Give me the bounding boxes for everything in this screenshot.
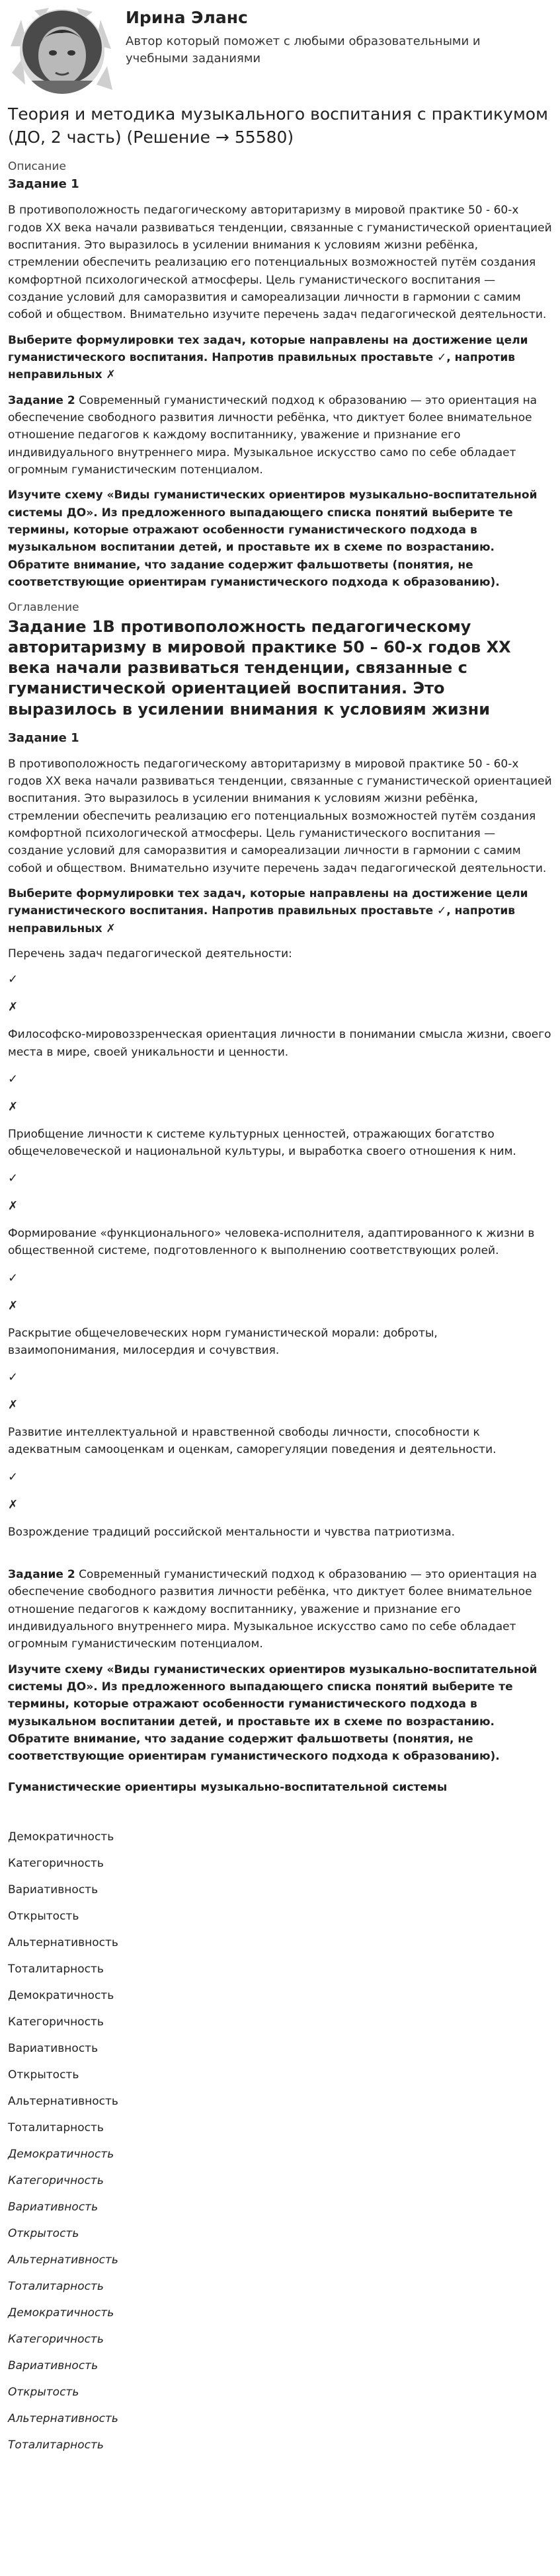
toc-label: Оглавление xyxy=(8,601,79,615)
task-item: Приобщение личности к системе культурных ценностей, отражающих богатство общечеловеческой и национальной культуры, и выработка своего отношения к ним. xyxy=(8,1127,516,1158)
page-title: Теория и методика музыкального воспитания с практикумом (ДО, 2 часть) (Решение → 55580) xyxy=(8,104,548,147)
cross-mark: ✗ xyxy=(8,1298,19,1313)
author-description: Автор который поможет с любыми образовательными и учебными заданиями xyxy=(126,34,481,66)
cross-mark: ✗ xyxy=(8,1099,19,1114)
orientation-item-italic: Открытость xyxy=(8,2386,79,2399)
toc-heading: Задание 1В противоположность педагогическому авторитаризму в мировой практике 50 – 60-х годов XX века начали развиваться тенденции, связанные с гуманистической ориентацией воспитания. Это выразилось в усилении внимания к условиям жизни xyxy=(8,617,511,719)
task2-paragraph-2 xyxy=(8,1566,552,1653)
orientation-item-italic: Тоталитарность xyxy=(8,2439,104,2452)
author-info xyxy=(126,7,496,67)
orientation-item: Демократичность xyxy=(8,1989,114,2002)
cross-mark: ✗ xyxy=(8,1398,19,1413)
check-mark: ✓ xyxy=(8,1171,19,1186)
orientations-title: Гуманистические ориентиры музыкально-воспитательной системы xyxy=(8,1780,448,1794)
task1-heading-2: Задание 1 xyxy=(8,730,79,745)
tasks-list xyxy=(8,970,552,1540)
orientation-item-italic: Вариативность xyxy=(8,2359,99,2372)
orientation-item-italic: Демократичность xyxy=(8,2148,114,2161)
orientation-item: Вариативность xyxy=(8,1883,99,1896)
task-item: Формирование «функционального» человека-исполнителя, адаптированного к жизни в общественной системе, подготовленного к выполнению соответствующих ролей. xyxy=(8,1227,535,1258)
author-avatar[interactable] xyxy=(8,7,114,98)
orientation-item-italic: Категоричность xyxy=(8,2174,104,2187)
task2-text: Современный гуманистический подход к образованию — это ориентация на обеспечение свободного развития личности ребёнка, что диктует более внимательное отношение педагогов к каждому воспитаннику, уважение и признание его индивидуального внутреннего мира. Музыкальное искусство само по себе обладает огромным гуманистическим потенциалом. xyxy=(8,393,538,477)
orientation-item-italic: Альтернативность xyxy=(8,2412,118,2425)
task2-label: Задание 2 xyxy=(8,393,75,407)
task1-text-2: В противоположность педагогическому авторитаризму в мировой практике 50 - 60-х годов XX века начали развиваться тенденции, связанные с гуманистической ориентацией воспитания. Это выразилось в усилении внимания к условиям жизни ребёнка, стремлении обеспечить реализацию его потенциальных возможностей путём создания комфортной психологической атмосферы. Цель гуманистического воспитания — создание условий для саморазвития и самореализации личности в гармонии с самим собой и обществом. Внимательно изучите перечень задач педагогической деятельности. xyxy=(8,757,552,875)
orientation-item-italic: Вариативность xyxy=(8,2201,99,2214)
task1-instruction: Выберите формулировки тех задач, которые направлены на достижение цели гуманистического воспитания. Напротив правильных проставьте ✓, напротив неправильных ✗ xyxy=(8,333,528,382)
check-mark: ✓ xyxy=(8,972,19,987)
orientation-item: Открытость xyxy=(8,2068,79,2082)
orientation-item-italic: Тоталитарность xyxy=(8,2280,104,2293)
cross-mark: ✗ xyxy=(8,1497,19,1512)
author-block xyxy=(8,7,552,102)
task1-text: В противоположность педагогическому авторитаризму в мировой практике 50 - 60-х годов XX века начали развиваться тенденции, связанные с гуманистической ориентацией воспитания. Это выразилось в усилении внимания к условиям жизни ребёнка, стремлении обеспечить реализацию его потенциальных возможностей путём создания комфортной психологической атмосферы. Цель гуманистического воспитания — создание условий для саморазвития и самореализации личности в гармонии с самим собой и обществом. Внимательно изучите перечень задач педагогической деятельности. xyxy=(8,204,552,322)
check-mark: ✓ xyxy=(8,1370,19,1385)
orientation-item: Демократичность xyxy=(8,1830,114,1844)
check-mark: ✓ xyxy=(8,1072,19,1086)
orientation-item-italic: Альтернативность xyxy=(8,2253,118,2267)
orientation-item: Тоталитарность xyxy=(8,2121,104,2134)
check-mark: ✓ xyxy=(8,1270,19,1285)
orientation-item: Открытость xyxy=(8,1910,79,1923)
author-name[interactable]: Ирина Эланс xyxy=(126,8,248,27)
orientation-item: Альтернативность xyxy=(8,1936,118,1949)
task2-label-2: Задание 2 xyxy=(8,1567,75,1581)
task2-instruction: Изучите схему «Виды гуманистических ориентиров музыкально-воспитательной системы ДО». Из предложенного выпадающего списка понятий выберите те термины, которые отражают особенности гуманистического подхода в музыкальном воспитании детей, и проставьте их в схеме по возрастанию. Обратите внимание, что задание содержит фальшответы (понятия, не соответствующие ориентирам гуманистического подхода к образованию). xyxy=(8,488,538,590)
orientation-item-italic: Категоричность xyxy=(8,2333,104,2346)
task2-paragraph xyxy=(8,392,552,479)
orientation-item: Категоричность xyxy=(8,2015,104,2029)
orientation-item: Категоричность xyxy=(8,1857,104,1870)
orientation-item: Тоталитарность xyxy=(8,1963,104,1976)
orientation-item-italic: Открытость xyxy=(8,2227,79,2240)
orientation-item: Вариативность xyxy=(8,2042,99,2055)
avatar-image xyxy=(8,7,114,98)
task2-text-2: Современный гуманистический подход к образованию — это ориентация на обеспечение свободного развития личности ребёнка, что диктует более внимательное отношение педагогов к каждому воспитаннику, уважение и признание его индивидуального внутреннего мира. Музыкальное искусство само по себе обладает огромным гуманистическим потенциалом. xyxy=(8,1567,538,1651)
orientation-item: Альтернативность xyxy=(8,2095,118,2108)
cross-mark: ✗ xyxy=(8,1000,19,1015)
orientation-item-italic: Демократичность xyxy=(8,2306,114,2320)
task-item: Развитие интеллектуальной и нравственной свободы личности, способности к адекватным самооценкам и оценкам, саморегуляции поведения и деятельности. xyxy=(8,1426,497,1457)
description-label: Описание xyxy=(8,160,66,173)
task1-instruction-2: Выберите формулировки тех задач, которые направлены на достижение цели гуманистического воспитания. Напротив правильных проставьте ✓, напротив неправильных ✗ xyxy=(8,887,528,935)
orientations-list xyxy=(8,1824,552,2458)
task2-instruction-2: Изучите схему «Виды гуманистических ориентиров музыкально-воспитательной системы ДО». Из предложенного выпадающего списка понятий выберите те термины, которые отражают особенности гуманистического подхода в музыкальном воспитании детей, и проставьте их в схеме по возрастанию. Обратите внимание, что задание содержит фальшответы (понятия, не соответствующие ориентирам гуманистического подхода к образованию). xyxy=(8,1662,538,1764)
cross-mark: ✗ xyxy=(8,1199,19,1214)
task-item: Раскрытие общечеловеческих норм гуманистической морали: доброты, взаимопонимания, милосердия и сочувствия. xyxy=(8,1326,438,1357)
task1-heading: Задание 1 xyxy=(8,177,79,192)
check-mark: ✓ xyxy=(8,1469,19,1484)
task-item: Философско-мировоззренческая ориентация личности в понимании смысла жизни, своего места в мире, своей уникальности и ценности. xyxy=(8,1028,551,1059)
tasks-list-label: Перечень задач педагогической деятельности: xyxy=(8,947,292,961)
task-item: Возрождение традиций российской ментальности и чувства патриотизма. xyxy=(8,1525,456,1539)
